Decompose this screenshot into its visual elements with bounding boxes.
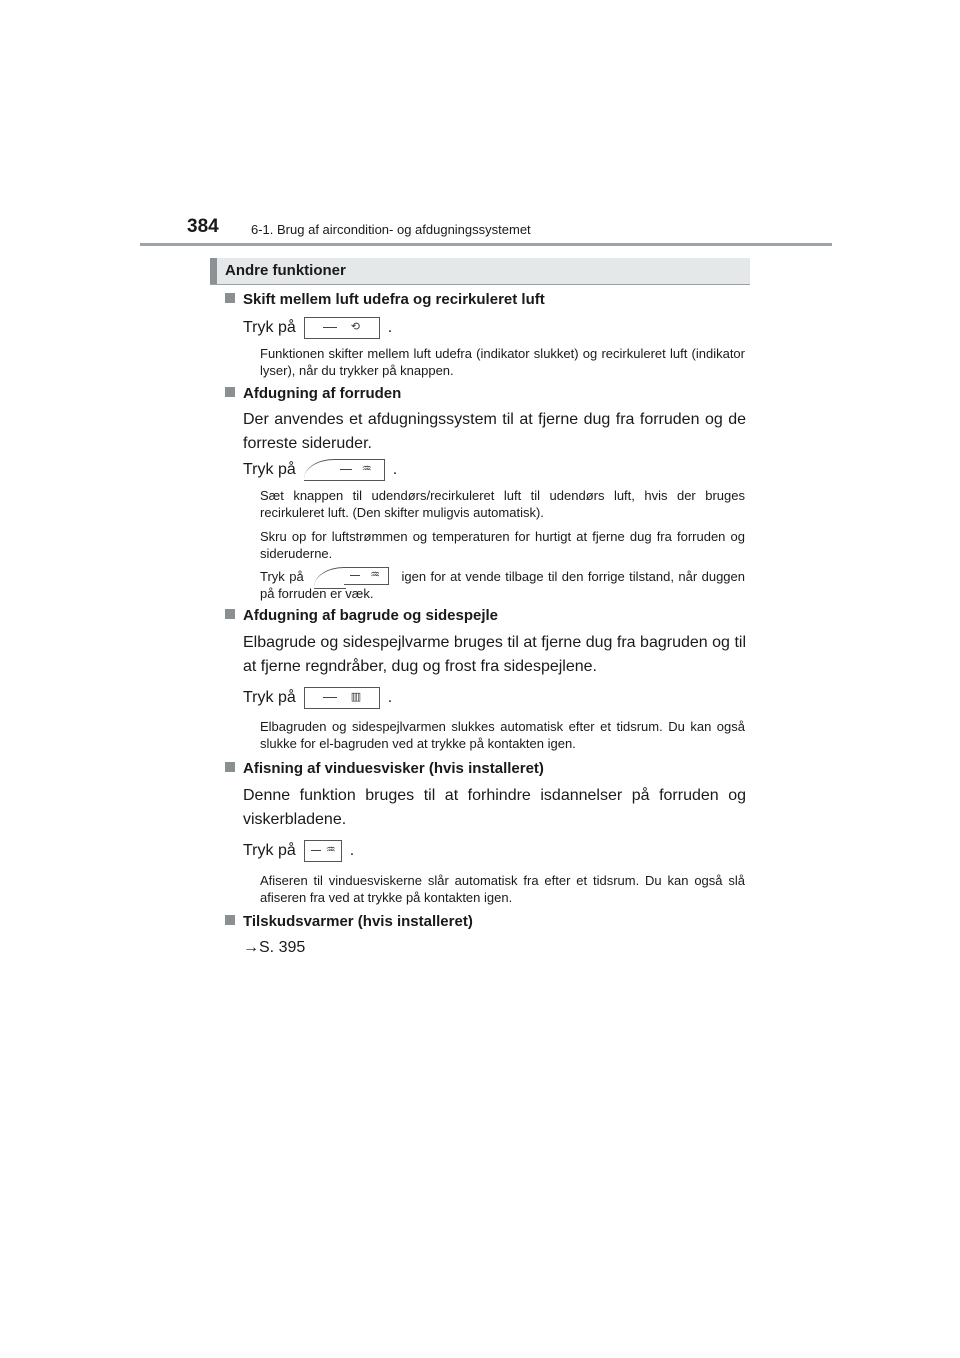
section-stripe — [210, 258, 217, 284]
note-front-defrost-3 — [260, 567, 745, 602]
heading-recirculation — [225, 291, 545, 308]
front-defrost-button[interactable] — [334, 459, 385, 481]
body-front-defrost: Der anvendes et afdugningssystem til at fjerne dug fra forruden og de forreste sideruder. — [243, 411, 746, 452]
indicator-dash — [323, 697, 337, 698]
heading-text: Tilskudsvarmer (hvis installeret) — [243, 913, 473, 930]
note-text: igen for at vende tilbage til den forrige tilstand, når duggen på forruden er væk. — [260, 569, 745, 601]
note-text: Tryk på — [260, 569, 304, 584]
body-rear-defrost: Elbagrude og sidespejlvarme bruges til at fjerne dug fra bagruden og til at fjerne regndråber, dug og frost fra sidespejlene. — [243, 634, 746, 675]
bullet-square — [225, 762, 235, 772]
indicator-dash — [323, 327, 337, 328]
tryk-rear-defrost — [243, 687, 392, 709]
header-divider — [140, 243, 832, 246]
tryk-label: Tryk på — [243, 319, 296, 336]
recirculation-icon: ⟲ — [350, 321, 360, 333]
indicator-dash — [311, 850, 321, 851]
tryk-recirculation — [243, 317, 392, 339]
bullet-square — [225, 915, 235, 925]
heading-rear-defrost — [225, 607, 498, 624]
rear-defrost-icon: ▥ — [350, 691, 362, 703]
note-rear-defrost: Elbagruden og sidespejlvarmen slukkes automatisk efter et tidsrum. Du kan også slukke for el-bagruden ved at trykke på kontakten igen. — [260, 719, 745, 751]
heading-text: Afdugning af forruden — [243, 385, 402, 402]
front-defrost-button-inline[interactable] — [344, 567, 389, 585]
tryk-end: . — [349, 842, 355, 859]
tryk-front-defrost — [243, 459, 397, 481]
bullet-square — [225, 387, 235, 397]
heading-text: Skift mellem luft udefra og recirkuleret luft — [243, 291, 545, 308]
note-recirculation: Funktionen skifter mellem luft udefra (indikator slukket) og recirkuleret luft (indikator lyser), når du trykker på knappen. — [260, 346, 745, 378]
front-defrost-icon: ♒ — [370, 569, 380, 581]
heading-front-defrost — [225, 385, 401, 402]
tryk-wiper-deicer — [243, 840, 354, 862]
indicator-dash — [340, 469, 352, 470]
section-header — [210, 258, 750, 285]
tryk-label: Tryk på — [243, 689, 296, 706]
wiper-deicer-icon: ♒ — [325, 844, 336, 856]
bullet-square — [225, 293, 235, 303]
tryk-end: . — [392, 461, 398, 478]
recirculation-button[interactable] — [304, 317, 380, 339]
section-title: Andre funktioner — [225, 262, 346, 279]
note-front-defrost-2: Skru op for luftstrømmen og temperaturen for hurtigt at fjerne dug fra forruden og sideruderne. — [260, 529, 745, 561]
bullet-square — [225, 609, 235, 619]
note-front-defrost-1: Sæt knappen til udendørs/recirkuleret luft til udendørs luft, hvis der bruges recirkuleret luft. (Den skifter muligvis automatisk). — [260, 488, 745, 520]
note-wiper-deicer: Afiseren til vinduesviskerne slår automatisk fra efter et tidsrum. Du kan også slå afiseren fra ved at trykke på kontakten igen. — [260, 873, 745, 905]
page-reference-link[interactable]: →S. 395 — [243, 939, 306, 956]
rear-defrost-button[interactable] — [304, 687, 380, 709]
heading-aux-heater — [225, 913, 473, 930]
heading-text: Afisning af vinduesvisker (hvis installeret) — [243, 760, 544, 777]
tryk-label: Tryk på — [243, 461, 296, 478]
tryk-label: Tryk på — [243, 842, 296, 859]
tryk-end: . — [387, 689, 393, 706]
chapter-title: 6-1. Brug af aircondition- og afdugningssystemet — [251, 222, 531, 237]
body-wiper-deicer: Denne funktion bruges til at forhindre isdannelser på forruden og viskerbladene. — [243, 787, 746, 828]
heading-text: Afdugning af bagrude og sidespejle — [243, 607, 499, 624]
indicator-dash — [350, 575, 360, 576]
wiper-deicer-button[interactable] — [304, 840, 342, 862]
tryk-end: . — [387, 319, 393, 336]
heading-wiper-deicer — [225, 760, 544, 777]
front-defrost-icon: ♒ — [361, 463, 372, 475]
page-number: 384 — [187, 216, 219, 237]
